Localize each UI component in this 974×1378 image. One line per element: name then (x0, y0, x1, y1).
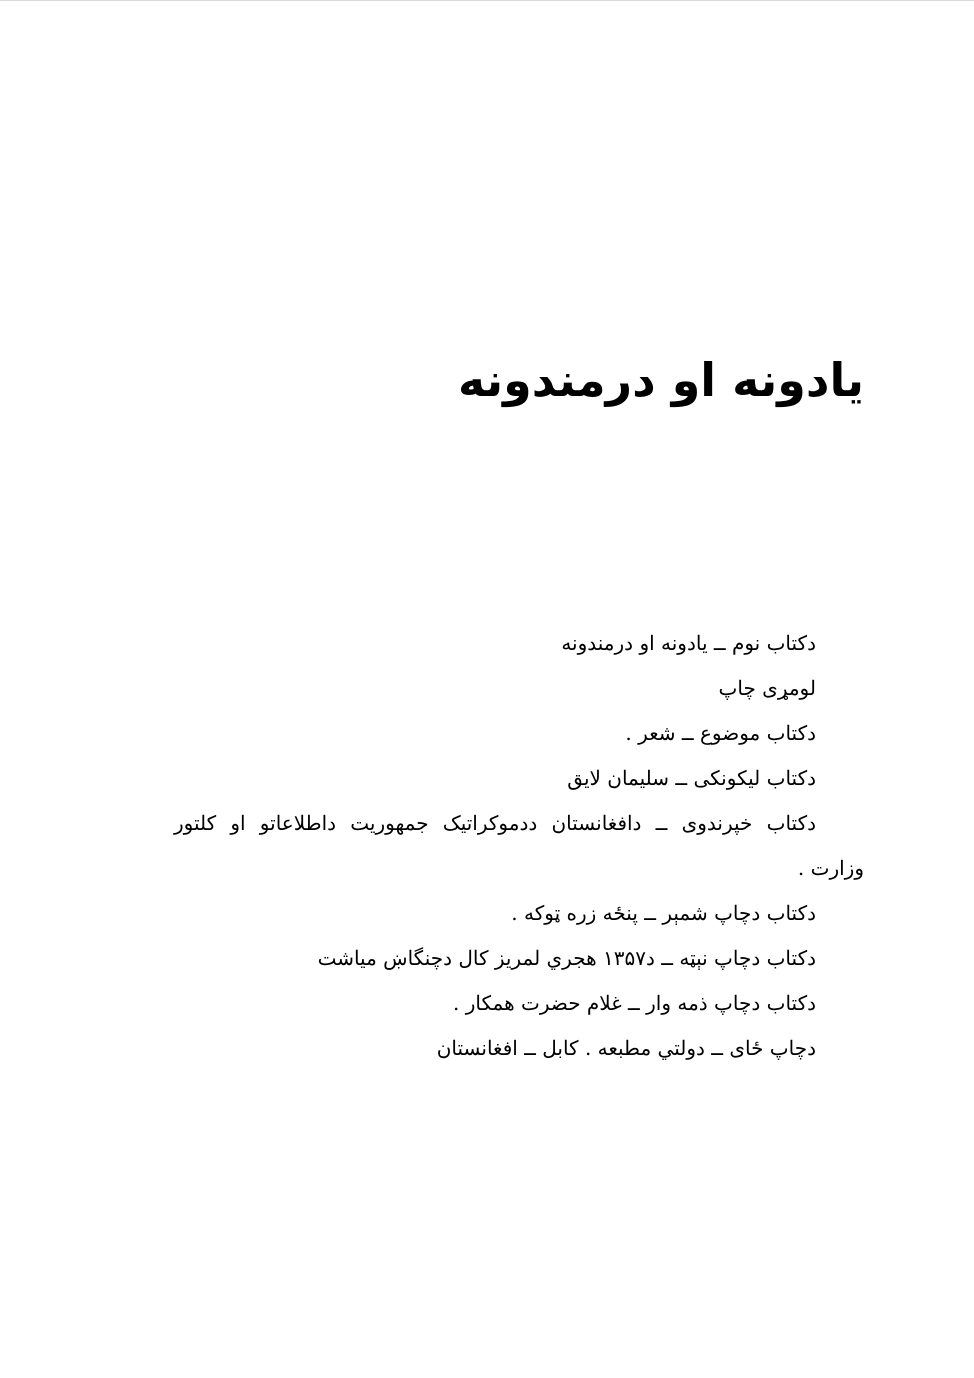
colophon-print-place: دچاپ ځای ــ دولتي مطبعه . کابل ــ افغانستان (436, 1036, 816, 1060)
colophon-print-date: دکتاب دچاپ نېټه ــ د۱۳۵۷ هجري لمریز کال دچنگاښ میاشت (317, 946, 816, 970)
top-border-line (0, 0, 974, 1)
colophon-edition: لومړی چاپ (718, 676, 816, 700)
colophon-publisher-continued: وزارت . (797, 856, 864, 880)
colophon-print-supervisor: دکتاب دچاپ ذمه وار ــ غلام حضرت همکار . (453, 991, 816, 1015)
colophon-subject: دکتاب موضوع ــ شعر . (625, 721, 816, 745)
colophon-book-name: دکتاب نوم ــ یادونه او درمندونه (561, 631, 816, 655)
book-title: یادونه او درمندونه (458, 353, 864, 407)
colophon-print-run: دکتاب دچاپ شمېر ــ پنځه زره ټوکه . (511, 901, 816, 925)
colophon-block (174, 621, 864, 1071)
colophon-publisher: دکتاب خپرندوی ــ دافغانستان ددموکراتیک جمهوریت داطلاعاتو او کلتور (174, 811, 816, 835)
colophon-author: دکتاب لیکونکی ــ سلیمان لایق (567, 766, 816, 790)
